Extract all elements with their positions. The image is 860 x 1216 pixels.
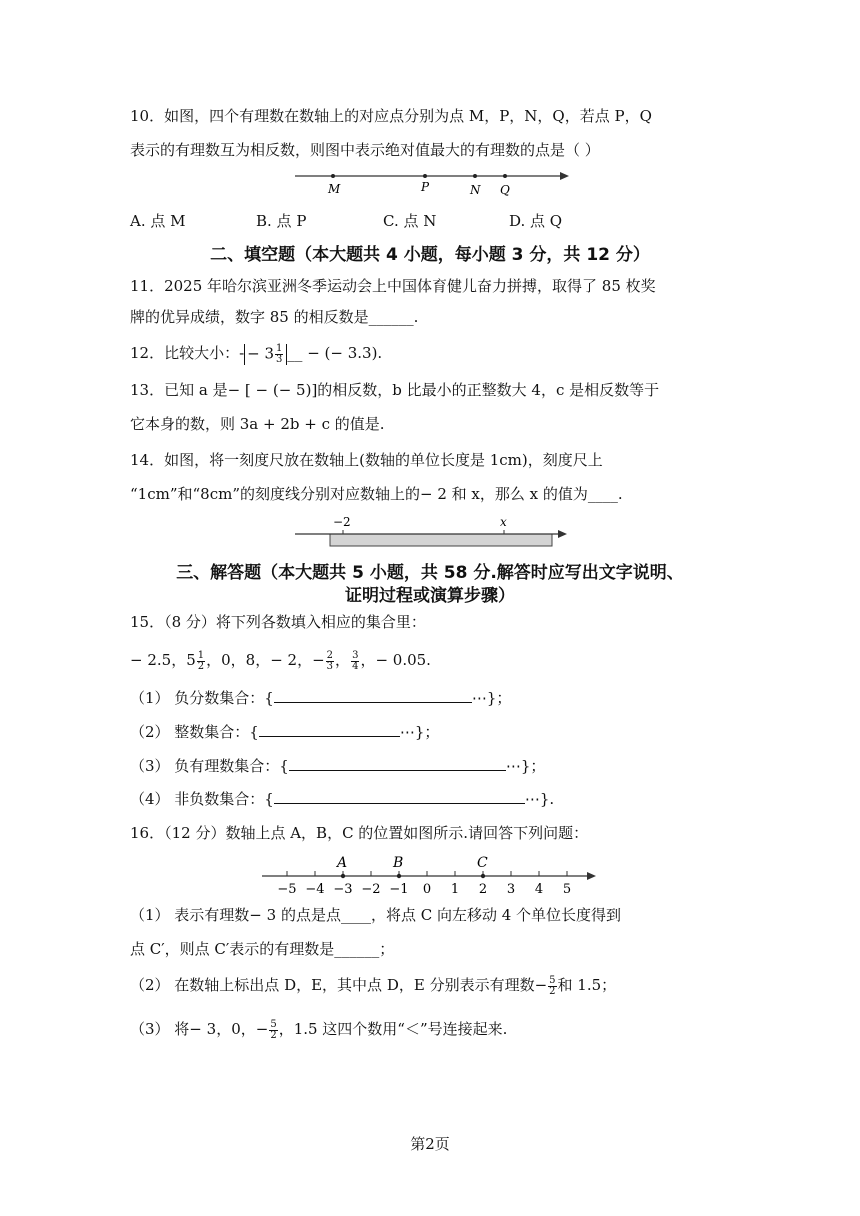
q10-option-a[interactable]: A. 点 M <box>130 212 186 230</box>
q16-tick-label: −3 <box>333 882 353 896</box>
section3-heading-line2: 证明过程或演算步骤） <box>345 586 515 606</box>
q15-item-2-label: （2） 整数集合：{ <box>130 723 259 741</box>
q16-part3-suffix: ，1.5 这四个数用“＜”号连接起来. <box>278 1020 508 1038</box>
q10-line1: 10．如图，四个有理数在数轴上的对应点分别为点 M，P，N，Q，若点 P，Q <box>130 107 652 125</box>
section3-heading-line1: 三、解答题（本大题共 5 小题，共 58 分.解答时应写出文字说明、 <box>176 563 684 583</box>
q15-item-2 <box>130 722 439 742</box>
q15-fraction-2 <box>351 651 359 672</box>
q16-tick-label: −5 <box>277 882 297 896</box>
q16-tick-label: 0 <box>422 882 432 896</box>
q16-p3-num: 5 <box>270 1018 277 1030</box>
q15-item-3 <box>130 756 545 776</box>
q15-item-1-label: （1） 负分数集合：{ <box>130 689 274 707</box>
q15-mixed-den: 2 <box>197 660 205 672</box>
q15-item-3-end: ⋯}； <box>505 757 546 775</box>
q12-suffix: __ − (− 3.3). <box>287 344 383 362</box>
q16-part1-line1: （1） 表示有理数− 3 的点是点____，将点 C 向左移动 4 个单位长度得到 <box>130 906 622 924</box>
q16-p2-den: 2 <box>549 985 556 997</box>
q14-label-neg2: −2 <box>333 515 351 529</box>
q10-label-q: Q <box>500 183 510 197</box>
q10-label-m: M <box>328 182 341 196</box>
q16-label-b: B <box>393 855 404 871</box>
q10-label-p: P <box>421 180 430 194</box>
q15-item-4-end: ⋯}. <box>524 790 555 808</box>
q15-answer-blank-1[interactable] <box>274 688 472 703</box>
q15-answer-blank-3[interactable] <box>289 756 506 771</box>
q12-abs-inner: − 3 <box>247 344 275 362</box>
q16-tick-label: −2 <box>361 882 381 896</box>
q15-item-1-end: ⋯}； <box>471 689 512 707</box>
q15-f2-den: 4 <box>352 660 359 672</box>
q15-item-3-label: （3） 负有理数集合：{ <box>130 757 289 775</box>
q13-line2: 它本身的数，则 3a + 2b + c 的值是. <box>130 415 385 433</box>
q10-label-n: N <box>470 183 481 197</box>
q15-answer-blank-2[interactable] <box>259 722 400 737</box>
q16-part2-fraction <box>548 976 556 997</box>
q16-part3-prefix: （3） 将− 3，0，− <box>130 1020 269 1038</box>
q14-line1: 14．如图，将一刻度尺放在数轴上(数轴的单位长度是 1cm)，刻度尺上 <box>130 451 603 469</box>
q13-line1: 13．已知 a 是− [ − (− 5)]的相反数，b 比最小的正整数大 4，c 是相反数等于 <box>130 381 660 399</box>
q16-part1-line2: 点 C′，则点 C′表示的有理数是______； <box>130 940 395 958</box>
q15-f1-num: 2 <box>326 649 334 661</box>
section2-heading: 二、填空题（本大题共 4 小题，每小题 3 分，共 12 分） <box>210 245 650 265</box>
q11-line1: 11．2025 年哈尔滨亚洲冬季运动会上中国体育健儿奋力拼搏，取得了 85 枚奖 <box>130 277 656 295</box>
q16-tick-label: −1 <box>389 882 409 896</box>
q15-f1-den: 3 <box>326 660 334 672</box>
q16-line1: 16．（12 分）数轴上点 A，B，C 的位置如图所示.请回答下列问题： <box>130 824 589 842</box>
q12-line <box>130 343 382 365</box>
q15-item-4-label: （4） 非负数集合：{ <box>130 790 274 808</box>
q16-p3-den: 2 <box>270 1029 277 1041</box>
q15-numbers-c: ，− 0.05. <box>360 651 431 669</box>
q16-part2-suffix: 和 1.5； <box>557 976 617 994</box>
q11-line2: 牌的优异成绩，数字 85 的相反数是______. <box>130 308 419 326</box>
q16-tick-label: −4 <box>305 882 325 896</box>
q15-fraction-1 <box>326 651 334 672</box>
q10-number-line <box>290 166 580 200</box>
q16-part2 <box>130 975 616 997</box>
page-number: 第2页 <box>410 1135 450 1153</box>
q16-tick-label: 5 <box>562 882 572 896</box>
q15-answer-blank-4[interactable] <box>274 789 525 804</box>
q15-mixed-num: 1 <box>197 649 205 661</box>
q16-label-c: C <box>477 855 488 871</box>
q16-part2-prefix: （2） 在数轴上标出点 D，E，其中点 D，E 分别表示有理数− <box>130 976 548 994</box>
q16-tick-label: 4 <box>534 882 544 896</box>
q15-item-2-end: ⋯}； <box>399 723 440 741</box>
q10-options <box>130 211 562 231</box>
q15-numbers-b: ，0，8，− 2，− <box>206 651 325 669</box>
q14-line2: “1cm”和“8cm”的刻度线分别对应数轴上的− 2 和 x，那么 x 的值为____. <box>130 485 623 503</box>
q16-tick-label: 3 <box>506 882 516 896</box>
q14-label-x: x <box>500 515 507 529</box>
q15-sep: ， <box>335 651 351 669</box>
q15-numbers-a: − 2.5，5 <box>130 651 196 669</box>
q12-frac-den: 3 <box>276 353 283 365</box>
q16-part3 <box>130 1019 507 1041</box>
q10-option-c[interactable]: C. 点 N <box>383 212 437 230</box>
q12-frac-num: 1 <box>276 342 283 354</box>
q15-item-1 <box>130 688 511 708</box>
q14-ruler-figure <box>290 512 580 548</box>
q15-line1: 15．（8 分）将下列各数填入相应的集合里： <box>130 613 426 631</box>
q12-prefix: 12．比较大小：- <box>130 344 245 362</box>
q15-mixed-fraction <box>197 651 205 672</box>
q10-option-d[interactable]: D. 点 Q <box>509 212 563 230</box>
q15-numbers <box>130 650 431 672</box>
q12-fraction <box>275 344 283 365</box>
q16-tick-label: 1 <box>450 882 460 896</box>
q10-option-b[interactable]: B. 点 P <box>256 212 307 230</box>
q12-absolute-value <box>244 344 287 365</box>
q16-tick-label: 2 <box>478 882 488 896</box>
q16-label-a: A <box>337 855 348 871</box>
q10-line2: 表示的有理数互为相反数，则图中表示绝对值最大的有理数的点是（ ） <box>130 141 600 159</box>
q16-part3-fraction <box>269 1020 277 1041</box>
q15-f2-num: 3 <box>352 649 359 661</box>
q15-item-4 <box>130 789 554 809</box>
q16-ticks <box>277 871 571 896</box>
q16-p2-num: 5 <box>549 974 556 986</box>
q16-number-line <box>262 850 602 896</box>
